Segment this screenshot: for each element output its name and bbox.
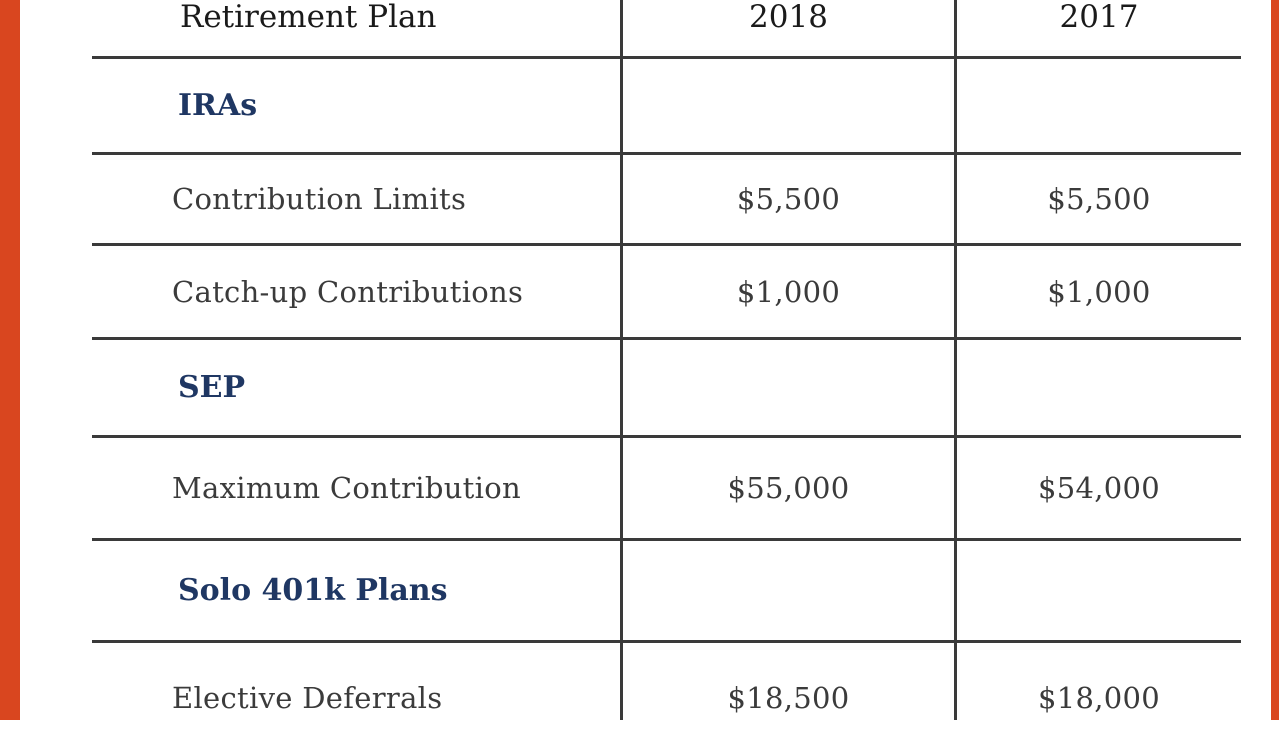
section-title: IRAs [178, 88, 258, 123]
value-cell [623, 155, 954, 243]
row-label: Maximum Contribution [172, 471, 521, 505]
value-2017: $5,500 [1047, 182, 1151, 216]
value-cell [957, 643, 1241, 753]
row-label: Contribution Limits [172, 182, 467, 216]
value-2018: $5,500 [736, 182, 841, 216]
row-label: Catch-up Contributions [172, 274, 524, 309]
header-year-2017-cell [957, 0, 1241, 42]
section-title: Solo 401k Plans [178, 573, 448, 608]
value-2018: $18,500 [727, 681, 850, 715]
table-row [92, 155, 620, 243]
column-divider-1 [620, 0, 623, 720]
section-title: SEP [178, 370, 246, 405]
value-cell [957, 438, 1241, 538]
value-2017: $18,000 [1037, 681, 1161, 715]
value-cell [623, 438, 954, 538]
header-year-2018-cell [623, 0, 954, 42]
table-row [92, 541, 620, 640]
table-row [92, 643, 620, 753]
frame-left-border [0, 0, 20, 720]
value-cell [623, 246, 954, 337]
header-row [92, 0, 620, 42]
header-plan-label: Retirement Plan [180, 0, 437, 35]
table-row [92, 246, 620, 337]
header-year-b: 2017 [1059, 0, 1139, 35]
value-2017: $54,000 [1037, 471, 1161, 505]
frame-right-border [1271, 0, 1279, 720]
header-year-a: 2018 [749, 0, 828, 35]
table-row [92, 340, 620, 435]
value-cell [957, 246, 1241, 337]
row-label: Elective Deferrals [172, 681, 443, 715]
value-cell [623, 643, 954, 753]
column-divider-2 [954, 0, 957, 720]
value-2018: $1,000 [736, 274, 841, 309]
value-cell [957, 155, 1241, 243]
table-row [92, 438, 620, 538]
table-row [92, 59, 620, 152]
retirement-limits-table [92, 0, 1241, 720]
value-2017: $1,000 [1047, 274, 1151, 309]
value-2018: $55,000 [727, 471, 850, 505]
